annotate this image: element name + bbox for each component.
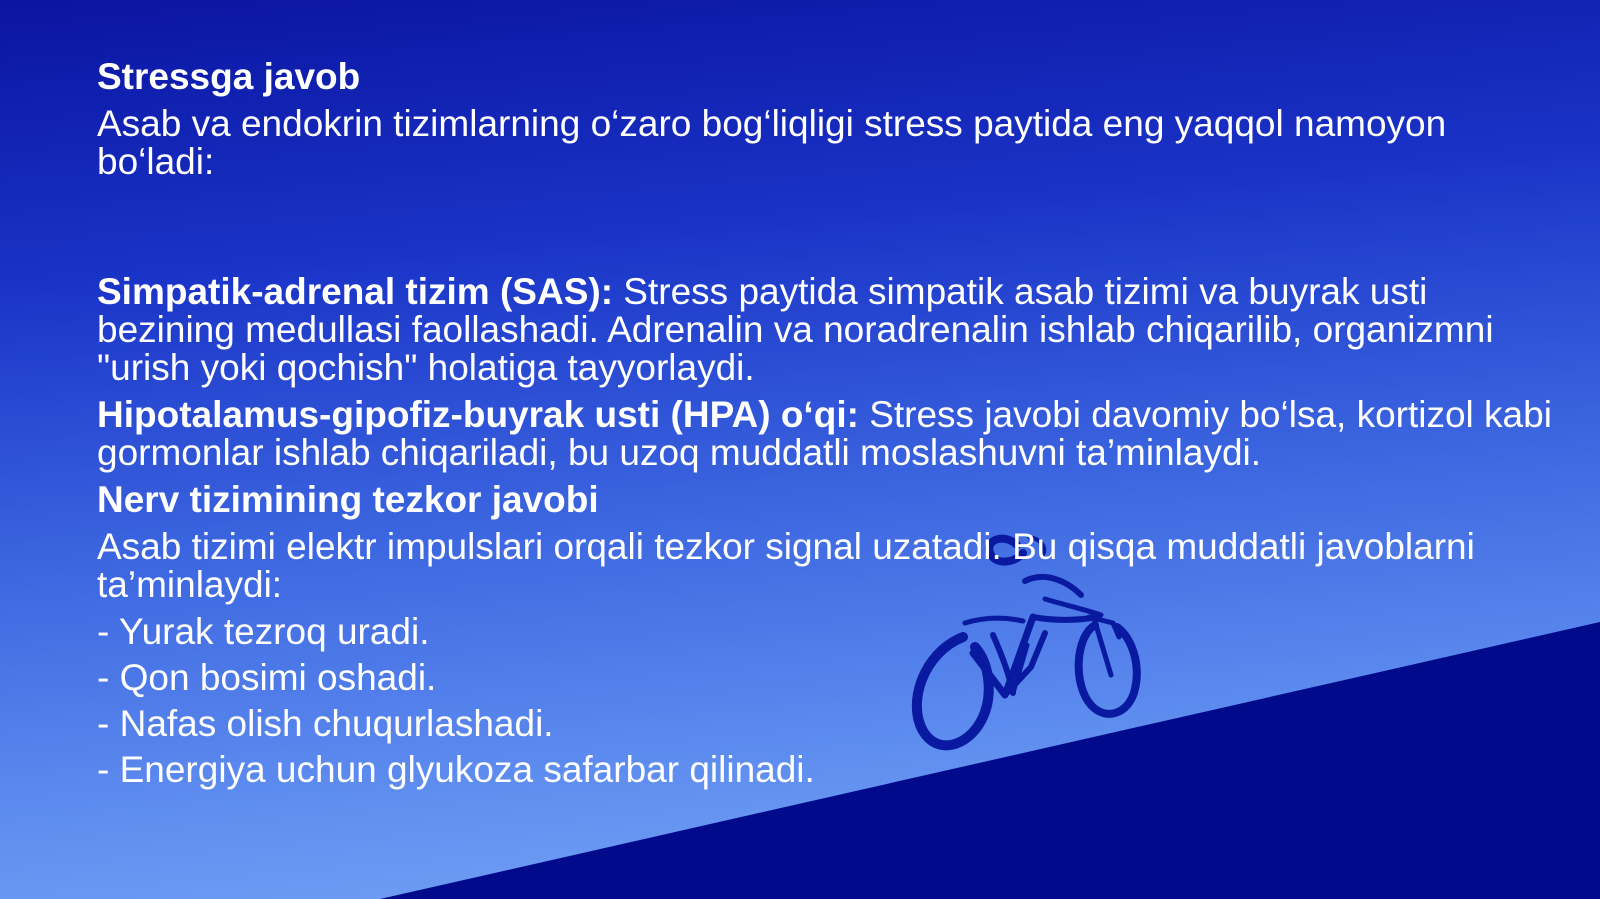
- nerv-heading: Nerv tizimining tezkor javobi: [97, 479, 599, 520]
- list-item: - Energiya uchun glyukoza safarbar qilinadi.: [97, 749, 815, 790]
- hpa-paragraph: [97, 396, 1557, 472]
- nerv-intro: Asab tizimi elektr impulslari orqali tezkor signal uzatadi. Bu qisqa muddatli javoblarni ta’minlaydi:: [97, 526, 1475, 605]
- hpa-text: Stress javobi davomiy bo‘lsa, kortizol kabi gormonlar ishlab chiqariladi, bu uzoq muddatli moslashuvni ta’minlaydi.: [97, 394, 1552, 473]
- sas-text: Stress paytida simpatik asab tizimi va buyrak usti bezining medullasi faollashadi. Adrenalin va noradrenalin ishlab chiqarilib, organizmni "urish yoki qochish" holatiga tayyorlaydi.: [97, 271, 1494, 388]
- list-item: - Yurak tezroq uradi.: [97, 611, 430, 652]
- list-item: - Nafas olish chuqurlashadi.: [97, 703, 554, 744]
- sas-paragraph: [97, 273, 1557, 387]
- slide-title: Stressga javob: [97, 56, 361, 97]
- slide-content: [97, 58, 1557, 797]
- intro-text: Asab va endokrin tizimlarning o‘zaro bog‘liqligi stress paytida eng yaqqol namoyon bo‘ladi:: [97, 103, 1447, 182]
- sas-label: Simpatik-adrenal tizim (SAS):: [97, 271, 614, 312]
- hpa-label: Hipotalamus-gipofiz-buyrak usti (HPA) o‘qi:: [97, 394, 859, 435]
- list-item: - Qon bosimi oshadi.: [97, 657, 437, 698]
